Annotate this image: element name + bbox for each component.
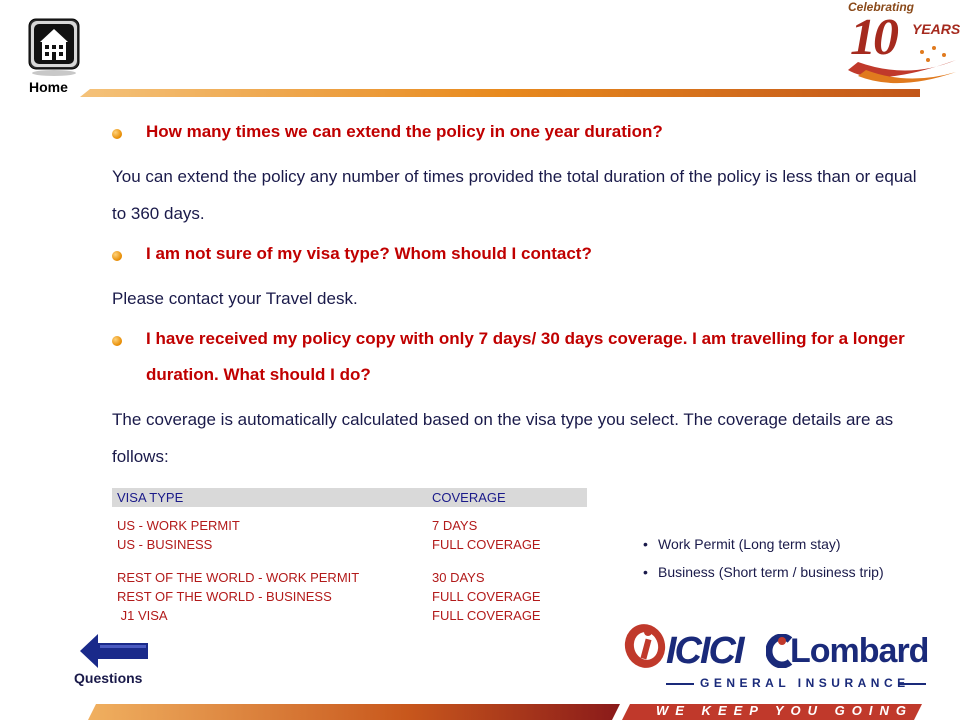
bullet-icon bbox=[112, 129, 122, 139]
bullet-icon bbox=[112, 336, 122, 346]
anniversary-logo bbox=[838, 0, 960, 90]
questions-label: Questions bbox=[74, 670, 143, 686]
icici-lombard-logo bbox=[620, 612, 929, 692]
faq-answer: The coverage is automatically calculated based on the visa type you select. The coverage details are as follows: bbox=[112, 410, 894, 466]
header-visa-type: VISA TYPE bbox=[117, 490, 184, 505]
visa-coverage-table bbox=[112, 488, 587, 625]
table-row: US - BUSINESS FULL COVERAGE bbox=[117, 537, 541, 552]
general-insurance-text: GENERAL INSURANCE bbox=[700, 676, 910, 690]
icici-wordmark: ICICI bbox=[666, 630, 743, 672]
back-arrow-icon bbox=[80, 634, 150, 668]
lombard-wordmark: Lombard bbox=[790, 632, 929, 670]
faq-question: I have received my policy copy with only 7 days/ 30 days coverage. I am travelling for a longer duration. What should I do? bbox=[112, 321, 922, 393]
table-row: J1 VISA FULL COVERAGE bbox=[117, 608, 541, 623]
home-label: Home bbox=[29, 79, 68, 95]
faq-answer: Please contact your Travel desk. bbox=[112, 289, 358, 308]
faq-question: I am not sure of my visa type? Whom should I contact? bbox=[112, 236, 922, 272]
anniversary-years: YEARS bbox=[912, 21, 960, 37]
list-item: • Work Permit (Long term stay) bbox=[642, 536, 884, 564]
table-row: US - WORK PERMIT 7 DAYS bbox=[117, 518, 478, 533]
footer-bar bbox=[0, 702, 960, 720]
table-row: REST OF THE WORLD - BUSINESS FULL COVERAGE bbox=[117, 589, 541, 604]
questions-back-button[interactable] bbox=[74, 634, 158, 688]
table-header bbox=[112, 488, 587, 507]
header-coverage: COVERAGE bbox=[432, 490, 506, 505]
faq-question: How many times we can extend the policy in one year duration? bbox=[112, 114, 922, 150]
faq-answer: You can extend the policy any number of times provided the total duration of the policy is less than or equal to 360 days. bbox=[112, 167, 917, 223]
table-row: REST OF THE WORLD - WORK PERMIT 30 DAYS bbox=[117, 570, 485, 585]
visa-type-notes bbox=[642, 536, 884, 592]
home-icon bbox=[28, 18, 80, 76]
anniversary-number: 10 bbox=[850, 9, 896, 66]
bullet-icon bbox=[112, 251, 122, 261]
faq-section bbox=[112, 110, 922, 479]
anniversary-celebrating: Celebrating bbox=[848, 0, 915, 14]
icici-emblem-icon bbox=[622, 618, 668, 670]
header-rule bbox=[80, 88, 920, 98]
home-button[interactable] bbox=[28, 18, 80, 95]
list-item: • Business (Short term / business trip) bbox=[642, 564, 884, 592]
tagline: WE KEEP YOU GOING bbox=[656, 703, 913, 718]
